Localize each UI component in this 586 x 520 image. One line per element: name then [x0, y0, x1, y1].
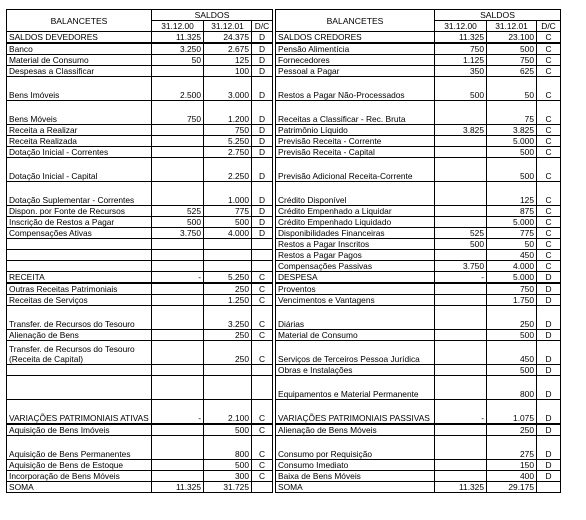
- left-dc-cell: C: [252, 424, 273, 436]
- left-label-cell: Receita a Realizar: [7, 125, 152, 136]
- right-label-cell: Previsão Receita - Capital: [276, 147, 435, 158]
- right-dc-cell: C: [537, 147, 561, 158]
- right-value-2001-cell: 500: [487, 158, 537, 182]
- left-label-cell: Dotação Suplementar - Correntes: [7, 182, 152, 206]
- right-dc-cell: D: [537, 470, 561, 481]
- right-label-cell: Alienação de Bens Móveis: [276, 424, 435, 436]
- right-value-2001-cell: 500: [487, 330, 537, 341]
- left-dc-cell: [252, 376, 273, 400]
- right-value-2000-cell: [435, 330, 487, 341]
- left-value-2000-cell: [152, 125, 204, 136]
- right-value-2000-cell: [435, 283, 487, 295]
- right-value-2000-cell: 500: [435, 239, 487, 250]
- left-value-2000-cell: 50: [152, 55, 204, 66]
- left-value-2001-cell: 4.000: [204, 228, 252, 239]
- right-value-2000-cell: [435, 158, 487, 182]
- left-label-cell: [7, 239, 152, 250]
- left-value-2001-cell: 3.250: [204, 306, 252, 330]
- left-value-2000-cell: [152, 295, 204, 306]
- left-label-cell: [7, 261, 152, 272]
- table-row: [7, 136, 561, 147]
- left-label-cell: Aquisição de Bens de Estoque: [7, 459, 152, 470]
- left-label-cell: Material de Consumo: [7, 55, 152, 66]
- right-dc-cell: [537, 481, 561, 492]
- left-value-2001-cell: 300: [204, 470, 252, 481]
- right-dc-cell: D: [537, 376, 561, 400]
- left-value-2001-cell: 800: [204, 435, 252, 459]
- right-value-2001-cell: 50: [487, 77, 537, 101]
- left-value-2001-cell: 500: [204, 459, 252, 470]
- left-dc-cell: D: [252, 101, 273, 125]
- right-value-2001-cell: 450: [487, 341, 537, 365]
- left-dc-cell: C: [252, 435, 273, 459]
- table-row: [7, 217, 561, 228]
- left-value-2000-cell: [152, 182, 204, 206]
- table-row: [7, 228, 561, 239]
- left-value-2000-cell: [152, 306, 204, 330]
- left-value-2000-cell: 750: [152, 101, 204, 125]
- right-label-cell: Pensão Alimentícia: [276, 43, 435, 55]
- left-label-cell: Dotação Inicial - Capital: [7, 158, 152, 182]
- right-label-cell: Baixa de Bens Móveis: [276, 470, 435, 481]
- right-balancetes-header: BALANCETES: [276, 10, 435, 32]
- left-value-2000-cell: [152, 424, 204, 436]
- right-label-cell: Material de Consumo: [276, 330, 435, 341]
- left-dc-cell: [252, 365, 273, 376]
- left-dc-cell: D: [252, 158, 273, 182]
- table-row: [7, 306, 561, 330]
- left-label-cell: [7, 376, 152, 400]
- left-value-2001-cell: 2.675: [204, 43, 252, 55]
- right-label-cell: Crédito Empenhado Liquidado: [276, 217, 435, 228]
- right-label-cell: Patrimônio Líquido: [276, 125, 435, 136]
- left-label-cell: Dispon. por Fonte de Recursos: [7, 206, 152, 217]
- balancete-body: [7, 32, 561, 493]
- left-label-cell: Bens Móveis: [7, 101, 152, 125]
- left-label-cell: Compensações Ativas: [7, 228, 152, 239]
- left-value-2001-cell: [204, 239, 252, 250]
- right-value-2000-cell: [435, 376, 487, 400]
- right-value-2000-cell: 525: [435, 228, 487, 239]
- table-row: [7, 261, 561, 272]
- left-dc-cell: D: [252, 43, 273, 55]
- left-value-2000-cell: 525: [152, 206, 204, 217]
- left-value-2001-cell: 775: [204, 206, 252, 217]
- left-label-cell: Alienação de Bens: [7, 330, 152, 341]
- right-value-2001-cell: 150: [487, 459, 537, 470]
- table-row: [7, 66, 561, 77]
- right-value-2000-cell: 11.325: [435, 481, 487, 492]
- right-value-2000-cell: [435, 101, 487, 125]
- right-dc-cell: C: [537, 136, 561, 147]
- left-value-2000-cell: 2.500: [152, 77, 204, 101]
- right-value-2001-cell: 750: [487, 55, 537, 66]
- left-dc-cell: [252, 261, 273, 272]
- left-value-2000-cell: [152, 341, 204, 365]
- left-value-2001-cell: 500: [204, 217, 252, 228]
- right-label-cell: Diárias: [276, 306, 435, 330]
- right-label-cell: SOMA: [276, 481, 435, 492]
- right-value-2000-cell: 11.325: [435, 32, 487, 44]
- right-label-cell: DESPESA: [276, 272, 435, 284]
- left-value-2000-cell: [152, 250, 204, 261]
- table-row: [7, 365, 561, 376]
- table-row: [7, 424, 561, 436]
- right-value-2001-cell: 5.000: [487, 272, 537, 284]
- left-value-2000-cell: [152, 147, 204, 158]
- left-value-2000-cell: -: [152, 272, 204, 284]
- left-dc-cell: C: [252, 400, 273, 424]
- right-value-2001-cell: 250: [487, 424, 537, 436]
- right-label-cell: Obras e Instalações: [276, 365, 435, 376]
- left-value-2000-cell: [152, 261, 204, 272]
- right-value-2000-cell: 350: [435, 66, 487, 77]
- table-row: [7, 283, 561, 295]
- right-dc-cell: C: [537, 228, 561, 239]
- left-value-2000-cell: [152, 330, 204, 341]
- left-label-cell: Dotação Inicial - Correntes: [7, 147, 152, 158]
- right-dc-cell: C: [537, 250, 561, 261]
- left-dc-cell: D: [252, 182, 273, 206]
- right-dc-cell: D: [537, 341, 561, 365]
- left-label-cell: Outras Receitas Patrimoniais: [7, 283, 152, 295]
- table-row: [7, 158, 561, 182]
- right-value-2001-cell: 250: [487, 306, 537, 330]
- left-dc-cell: D: [252, 77, 273, 101]
- right-value-2001-cell: 29.175: [487, 481, 537, 492]
- left-value-2001-cell: 1.000: [204, 182, 252, 206]
- table-row: [7, 250, 561, 261]
- left-saldos-header: SALDOS: [152, 10, 273, 21]
- left-value-2001-cell: [204, 365, 252, 376]
- right-value-2001-cell: 3.825: [487, 125, 537, 136]
- left-dc-cell: C: [252, 459, 273, 470]
- right-dc-cell: C: [537, 182, 561, 206]
- left-value-2000-cell: -: [152, 400, 204, 424]
- left-label-cell: Receita Realizada: [7, 136, 152, 147]
- left-value-2001-cell: 125: [204, 55, 252, 66]
- right-value-2001-cell: 500: [487, 43, 537, 55]
- left-dc-cell: D: [252, 228, 273, 239]
- right-value-2001-cell: 775: [487, 228, 537, 239]
- left-label-cell: Inscrição de Restos a Pagar: [7, 217, 152, 228]
- left-dc-cell: [252, 239, 273, 250]
- right-value-2001-cell: 500: [487, 365, 537, 376]
- left-dc-cell: C: [252, 272, 273, 284]
- table-row: [7, 77, 561, 101]
- right-label-cell: Fornecedores: [276, 55, 435, 66]
- left-value-2000-cell: 11.325: [152, 481, 204, 492]
- header-row-1: [7, 10, 561, 21]
- right-dc-cell: C: [537, 125, 561, 136]
- right-dc-cell: C: [537, 158, 561, 182]
- table-row: [7, 239, 561, 250]
- table-row: [7, 470, 561, 481]
- right-label-cell: Compensações Passivas: [276, 261, 435, 272]
- left-value-2001-cell: 500: [204, 424, 252, 436]
- left-dc-cell: D: [252, 147, 273, 158]
- right-dc-cell: D: [537, 435, 561, 459]
- right-value-2000-cell: 750: [435, 43, 487, 55]
- left-value-2001-cell: 100: [204, 66, 252, 77]
- left-value-2000-cell: [152, 239, 204, 250]
- right-value-2000-cell: [435, 470, 487, 481]
- right-dc-cell: D: [537, 295, 561, 306]
- right-label-cell: SALDOS CREDORES: [276, 32, 435, 44]
- left-label-cell: [7, 365, 152, 376]
- right-label-cell: Disponibilidades Financeiras: [276, 228, 435, 239]
- left-value-2001-cell: 2.250: [204, 158, 252, 182]
- left-label-cell: Receitas de Serviços: [7, 295, 152, 306]
- table-row: [7, 481, 561, 492]
- table-row: [7, 55, 561, 66]
- left-value-2001-cell: [204, 250, 252, 261]
- right-dc-cell: D: [537, 424, 561, 436]
- right-label-cell: Proventos: [276, 283, 435, 295]
- left-dc-cell: D: [252, 32, 273, 44]
- left-label-cell: [7, 250, 152, 261]
- right-value-2001-cell: 625: [487, 66, 537, 77]
- right-col-2001-header: 31.12.01: [487, 21, 537, 32]
- left-value-2001-cell: 250: [204, 283, 252, 295]
- left-value-2001-cell: 31.725: [204, 481, 252, 492]
- right-value-2000-cell: [435, 295, 487, 306]
- right-value-2001-cell: 1.075: [487, 400, 537, 424]
- left-label-cell: Incorporação de Bens Móveis: [7, 470, 152, 481]
- right-label-cell: Serviços de Terceiros Pessoa Jurídica: [276, 341, 435, 365]
- right-value-2001-cell: 450: [487, 250, 537, 261]
- balancete-document: [6, 9, 561, 493]
- right-dc-cell: C: [537, 32, 561, 44]
- balancete-table: [6, 9, 561, 493]
- right-value-2001-cell: 500: [487, 147, 537, 158]
- left-value-2001-cell: 250: [204, 330, 252, 341]
- right-value-2000-cell: [435, 341, 487, 365]
- left-value-2000-cell: 3.750: [152, 228, 204, 239]
- right-value-2001-cell: 800: [487, 376, 537, 400]
- left-dc-cell: C: [252, 295, 273, 306]
- right-dc-cell: C: [537, 101, 561, 125]
- left-label-cell: Transfer. de Recursos do Tesouro (Receita de Capital): [7, 341, 152, 365]
- right-label-cell: Crédito Empenhado a Liquidar: [276, 206, 435, 217]
- right-value-2000-cell: -: [435, 272, 487, 284]
- table-row: [7, 341, 561, 365]
- right-dc-cell: C: [537, 206, 561, 217]
- left-label-cell: VARIAÇÕES PATRIMONIAIS ATIVAS: [7, 400, 152, 424]
- left-dc-cell: D: [252, 206, 273, 217]
- table-row: [7, 101, 561, 125]
- table-row: [7, 376, 561, 400]
- table-row: [7, 206, 561, 217]
- right-saldos-header: SALDOS: [435, 10, 561, 21]
- right-dc-cell: D: [537, 283, 561, 295]
- left-value-2001-cell: 1.250: [204, 295, 252, 306]
- left-value-2001-cell: [204, 376, 252, 400]
- left-value-2001-cell: [204, 261, 252, 272]
- left-dc-cell: C: [252, 283, 273, 295]
- left-value-2000-cell: 500: [152, 217, 204, 228]
- right-col-2000-header: 31.12.00: [435, 21, 487, 32]
- left-col-2001-header: 31.12.01: [204, 21, 252, 32]
- left-value-2001-cell: 250: [204, 341, 252, 365]
- right-value-2001-cell: 125: [487, 182, 537, 206]
- right-value-2000-cell: [435, 217, 487, 228]
- left-value-2001-cell: 24.375: [204, 32, 252, 44]
- left-value-2001-cell: 750: [204, 125, 252, 136]
- right-label-cell: Consumo por Requisição: [276, 435, 435, 459]
- left-label-cell: Aquisição de Bens Imóveis: [7, 424, 152, 436]
- table-row: [7, 459, 561, 470]
- right-value-2001-cell: 875: [487, 206, 537, 217]
- left-col-2000-header: 31.12.00: [152, 21, 204, 32]
- right-dc-cell: C: [537, 239, 561, 250]
- right-dc-cell: C: [537, 55, 561, 66]
- right-label-cell: VARIAÇÕES PATRIMONIAIS PASSIVAS: [276, 400, 435, 424]
- left-value-2001-cell: 2.750: [204, 147, 252, 158]
- right-value-2000-cell: [435, 459, 487, 470]
- right-label-cell: Previsão Adicional Receita-Corrente: [276, 158, 435, 182]
- left-value-2001-cell: 2.100: [204, 400, 252, 424]
- left-value-2000-cell: [152, 136, 204, 147]
- left-label-cell: Bens Imóveis: [7, 77, 152, 101]
- right-value-2000-cell: [435, 365, 487, 376]
- left-label-cell: RECEITA: [7, 272, 152, 284]
- right-value-2000-cell: [435, 136, 487, 147]
- table-row: [7, 125, 561, 136]
- right-value-2000-cell: [435, 250, 487, 261]
- left-value-2001-cell: 5.250: [204, 272, 252, 284]
- right-value-2000-cell: 3.825: [435, 125, 487, 136]
- right-label-cell: Previsão Receita - Corrente: [276, 136, 435, 147]
- right-value-2001-cell: 23.100: [487, 32, 537, 44]
- right-value-2000-cell: 1.125: [435, 55, 487, 66]
- right-dc-cell: C: [537, 217, 561, 228]
- table-row: [7, 147, 561, 158]
- left-label-cell: SOMA: [7, 481, 152, 492]
- right-label-cell: Restos a Pagar Não-Processados: [276, 77, 435, 101]
- right-dc-cell: D: [537, 272, 561, 284]
- right-value-2000-cell: [435, 435, 487, 459]
- left-label-cell: Despesas a Classificar: [7, 66, 152, 77]
- right-label-cell: Vencimentos e Vantagens: [276, 295, 435, 306]
- right-dc-cell: D: [537, 459, 561, 470]
- right-value-2000-cell: 500: [435, 77, 487, 101]
- right-label-cell: Restos a Pagar Pagos: [276, 250, 435, 261]
- table-row: [7, 435, 561, 459]
- left-value-2000-cell: [152, 459, 204, 470]
- left-dc-cell: C: [252, 306, 273, 330]
- right-dc-cell: C: [537, 66, 561, 77]
- right-dc-cell: C: [537, 77, 561, 101]
- left-dc-cell: [252, 481, 273, 492]
- right-dc-cell: D: [537, 330, 561, 341]
- table-row: [7, 182, 561, 206]
- left-label-cell: Banco: [7, 43, 152, 55]
- table-row: [7, 272, 561, 284]
- right-dc-cell: D: [537, 306, 561, 330]
- right-label-cell: Crédito Disponível: [276, 182, 435, 206]
- left-label-cell: Aquisição de Bens Permanentes: [7, 435, 152, 459]
- left-value-2000-cell: [152, 158, 204, 182]
- left-value-2000-cell: [152, 66, 204, 77]
- right-value-2000-cell: -: [435, 400, 487, 424]
- left-value-2000-cell: 11.325: [152, 32, 204, 44]
- left-value-2001-cell: 1.200: [204, 101, 252, 125]
- right-label-cell: Consumo Imediato: [276, 459, 435, 470]
- table-row: [7, 43, 561, 55]
- left-dc-cell: D: [252, 66, 273, 77]
- right-value-2001-cell: 4.000: [487, 261, 537, 272]
- right-col-dc-header: D/C: [537, 21, 561, 32]
- left-dc-cell: D: [252, 55, 273, 66]
- left-dc-cell: [252, 250, 273, 261]
- right-value-2001-cell: 5.000: [487, 136, 537, 147]
- left-value-2000-cell: [152, 435, 204, 459]
- left-value-2001-cell: 3.000: [204, 77, 252, 101]
- right-label-cell: Equipamentos e Material Permanente: [276, 376, 435, 400]
- right-value-2001-cell: 5.000: [487, 217, 537, 228]
- right-label-cell: Restos a Pagar Inscritos: [276, 239, 435, 250]
- table-row: [7, 295, 561, 306]
- left-value-2000-cell: [152, 283, 204, 295]
- left-balancetes-header: BALANCETES: [7, 10, 152, 32]
- left-dc-cell: D: [252, 136, 273, 147]
- right-value-2000-cell: 3.750: [435, 261, 487, 272]
- right-value-2001-cell: 75: [487, 101, 537, 125]
- right-value-2000-cell: [435, 306, 487, 330]
- left-dc-cell: D: [252, 125, 273, 136]
- right-value-2000-cell: [435, 206, 487, 217]
- table-row: [7, 330, 561, 341]
- left-dc-cell: D: [252, 217, 273, 228]
- right-value-2001-cell: 1.750: [487, 295, 537, 306]
- left-value-2000-cell: [152, 376, 204, 400]
- right-dc-cell: D: [537, 365, 561, 376]
- right-value-2000-cell: [435, 424, 487, 436]
- left-col-dc-header: D/C: [252, 21, 273, 32]
- right-dc-cell: C: [537, 43, 561, 55]
- right-value-2001-cell: 50: [487, 239, 537, 250]
- left-value-2000-cell: [152, 470, 204, 481]
- right-label-cell: Pessoal a Pagar: [276, 66, 435, 77]
- right-value-2000-cell: [435, 182, 487, 206]
- right-value-2001-cell: 750: [487, 283, 537, 295]
- right-label-cell: Receitas a Classificar - Rec. Bruta: [276, 101, 435, 125]
- left-dc-cell: C: [252, 341, 273, 365]
- left-label-cell: SALDOS DEVEDORES: [7, 32, 152, 44]
- table-row: [7, 400, 561, 424]
- right-value-2000-cell: [435, 147, 487, 158]
- right-dc-cell: D: [537, 400, 561, 424]
- right-value-2001-cell: 275: [487, 435, 537, 459]
- left-value-2001-cell: 5.250: [204, 136, 252, 147]
- right-dc-cell: C: [537, 261, 561, 272]
- left-dc-cell: C: [252, 330, 273, 341]
- left-value-2000-cell: [152, 365, 204, 376]
- table-row: [7, 32, 561, 44]
- left-label-cell: Transfer. de Recursos do Tesouro: [7, 306, 152, 330]
- left-value-2000-cell: 3.250: [152, 43, 204, 55]
- right-value-2001-cell: 400: [487, 470, 537, 481]
- left-dc-cell: C: [252, 470, 273, 481]
